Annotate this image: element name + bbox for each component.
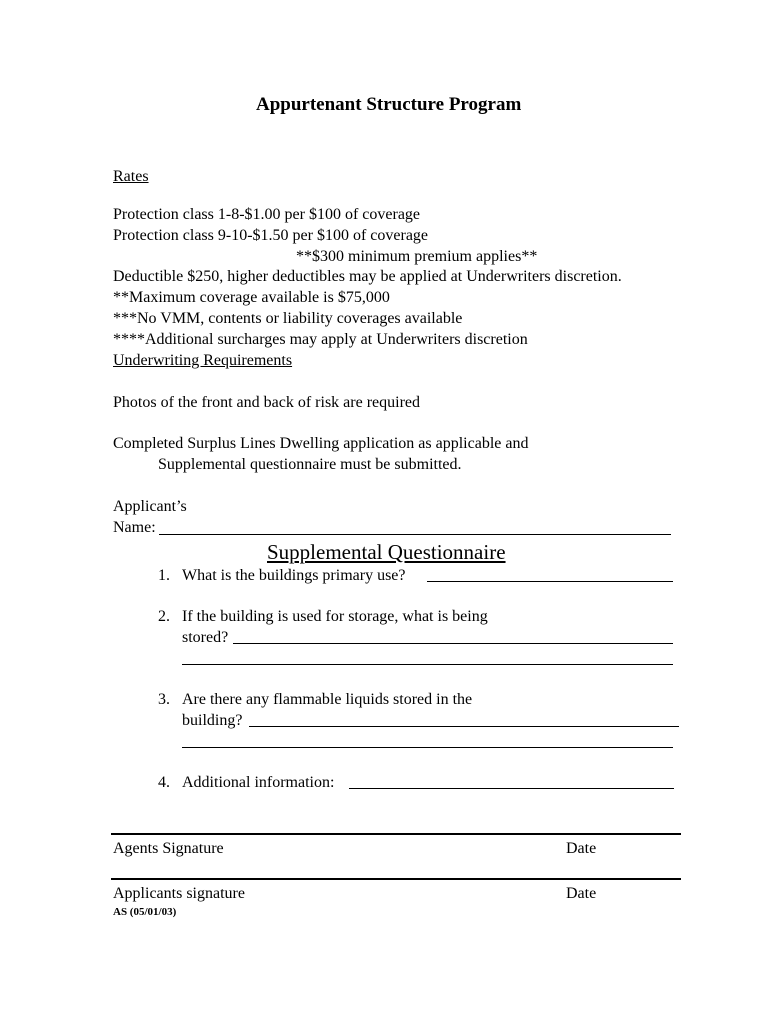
applicant-date-label: Date [566, 885, 597, 902]
question-number: 1. [158, 567, 170, 584]
question-2-answer[interactable] [233, 643, 673, 644]
question-1-text: What is the buildings primary use? [182, 567, 406, 584]
applicant-label: Applicant’s [113, 498, 187, 515]
applicant-name-label: Name: [113, 519, 156, 536]
agent-date-label: Date [566, 840, 597, 857]
question-3-text: Are there any flammable liquids stored in the [182, 691, 473, 708]
applicant-name-field[interactable] [159, 534, 671, 535]
question-number: 4. [158, 774, 170, 791]
question-3-text-cont: building? [182, 712, 243, 729]
application-requirement-cont: Supplemental questionnaire must be submitted. [158, 456, 462, 473]
form-code: AS (05/01/03) [113, 906, 177, 918]
rate-line: ****Additional surcharges may apply at Underwriters discretion [113, 331, 528, 348]
question-number: 3. [158, 691, 170, 708]
rate-line: ***No VMM, contents or liability coverages available [113, 310, 463, 327]
question-4-text: Additional information: [182, 774, 335, 791]
question-2-text-cont: stored? [182, 629, 229, 646]
question-3-answer-line2[interactable] [182, 747, 673, 748]
question-2-answer-line2[interactable] [182, 664, 673, 665]
rate-line: **Maximum coverage available is $75,000 [113, 289, 390, 306]
question-4-answer[interactable] [349, 788, 674, 789]
applicant-signature-line[interactable] [111, 878, 681, 880]
rates-heading: Rates [113, 168, 149, 185]
application-requirement: Completed Surplus Lines Dwelling application as applicable and [113, 435, 529, 452]
rate-line: Protection class 1-8-$1.00 per $100 of coverage [113, 206, 421, 223]
rate-line: **$300 minimum premium applies** [296, 248, 538, 265]
page-title: Appurtenant Structure Program [256, 94, 522, 115]
question-1-answer[interactable] [427, 581, 673, 582]
agent-signature-line[interactable] [111, 833, 681, 835]
agent-signature-label: Agents Signature [113, 840, 224, 857]
question-2-text: If the building is used for storage, what is being [182, 608, 488, 625]
underwriting-heading: Underwriting Requirements [113, 352, 293, 369]
applicant-signature-label: Applicants signature [113, 885, 245, 902]
rate-line: Deductible $250, higher deductibles may be applied at Underwriters discretion. [113, 268, 622, 285]
question-3-answer[interactable] [249, 726, 679, 727]
rate-line: Protection class 9-10-$1.50 per $100 of coverage [113, 227, 429, 244]
question-number: 2. [158, 608, 170, 625]
photos-requirement: Photos of the front and back of risk are required [113, 394, 421, 411]
questionnaire-heading: Supplemental Questionnaire [267, 540, 506, 564]
